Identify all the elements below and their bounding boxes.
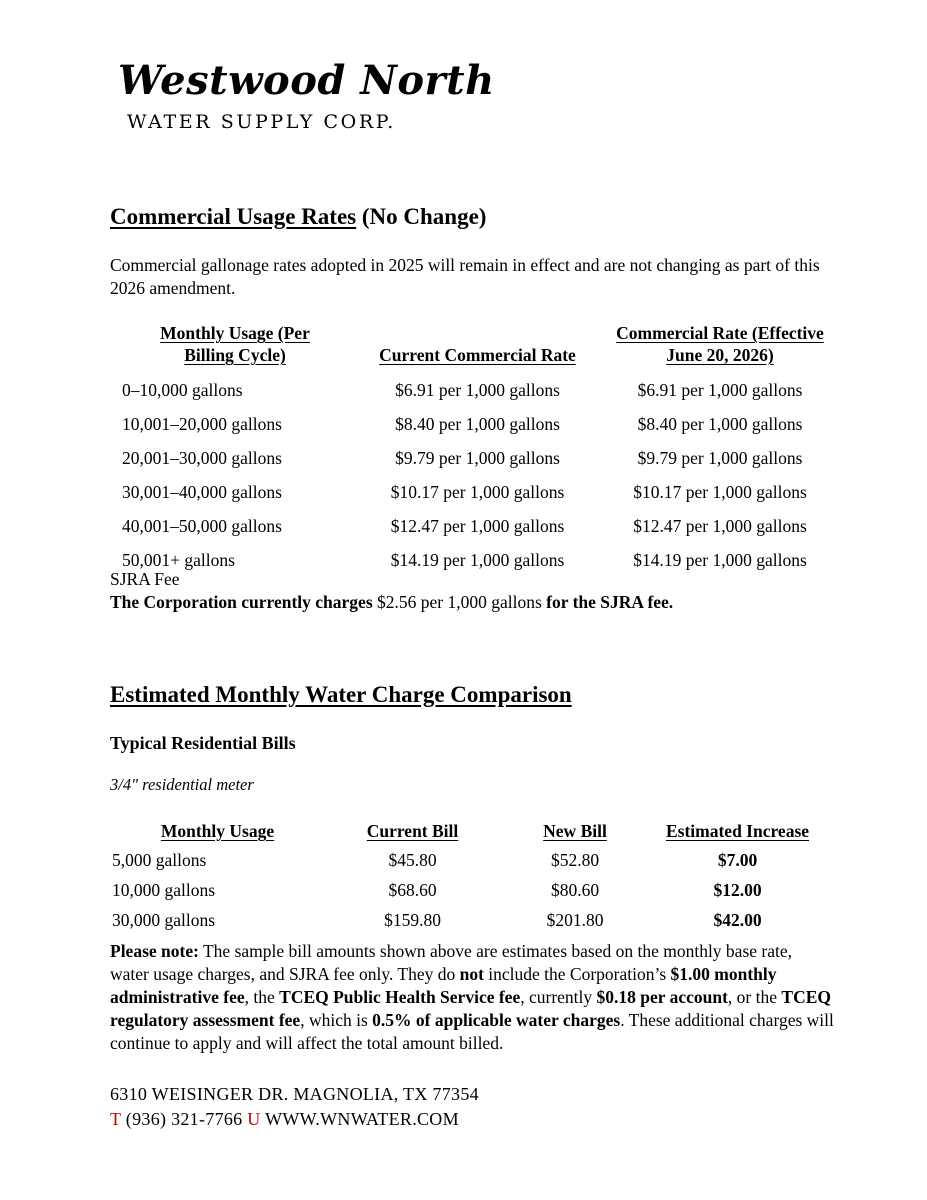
commercial-section-heading: [110, 203, 825, 231]
cell-current-rate: $12.47 per 1,000 gallons: [390, 516, 565, 536]
cell-new-bill: $201.80: [546, 910, 604, 930]
sjra-fee-block: [110, 568, 825, 614]
cell-current-rate: $9.79 per 1,000 gallons: [395, 448, 560, 468]
cell-new-bill: $52.80: [550, 850, 600, 870]
cell-new-rate: $8.40 per 1,000 gallons: [637, 414, 803, 434]
column-header-text: Monthly Usage: [160, 821, 275, 841]
column-header-line2: June 20, 2026): [666, 345, 774, 365]
commercial-intro-paragraph: [110, 254, 825, 300]
cell-usage: 40,001–50,000 gallons: [122, 516, 282, 536]
commercial-usage-section: [110, 203, 825, 231]
footer-address: 6310 WEISINGER DR. MAGNOLIA, TX 77354: [110, 1084, 479, 1104]
cell-current-rate: $6.91 per 1,000 gallons: [395, 380, 560, 400]
comparison-heading-text: Estimated Monthly Water Charge Comparison: [110, 682, 572, 707]
note-bold-percent-charges: 0.5% of applicable water charges: [372, 1010, 621, 1030]
column-header-current-bill: [325, 820, 500, 845]
letterhead: [118, 58, 618, 134]
column-header-line2: Billing Cycle): [184, 345, 286, 365]
cell-current-rate: $14.19 per 1,000 gallons: [390, 550, 565, 570]
column-header-monthly-usage: [120, 322, 350, 373]
note-bold-tceq-health-fee: TCEQ Public Health Service fee: [279, 987, 521, 1007]
bill-comparison-table: [110, 820, 825, 935]
column-header-line1: Current Commercial Rate: [379, 345, 576, 365]
column-header-new-bill: [500, 820, 650, 845]
comparison-section-heading-wrap: [110, 681, 825, 709]
column-header-text: Current Bill: [366, 821, 459, 841]
note-text-k: , which is: [300, 1010, 373, 1030]
note-bold-not: not: [459, 964, 484, 984]
website-text[interactable]: WWW.WNWATER.COM: [265, 1109, 459, 1129]
commercial-intro-text: Commercial gallonage rates adopted in 2025 will remain in effect and are not changing as part of this 2026 amendment.: [110, 255, 820, 298]
cell-new-rate: $12.47 per 1,000 gallons: [633, 516, 807, 536]
cell-current-rate: $8.40 per 1,000 gallons: [395, 414, 560, 434]
company-name: Westwood North: [118, 57, 495, 104]
cell-new-rate: $9.79 per 1,000 gallons: [637, 448, 803, 468]
cell-new-rate: $14.19 per 1,000 gallons: [633, 550, 807, 570]
column-header-current-commercial-rate: [350, 322, 605, 373]
typical-bills-subheading-wrap: [110, 731, 825, 755]
column-header-text: Estimated Increase: [665, 821, 810, 841]
column-header-text: New Bill: [543, 821, 607, 841]
cell-estimated-increase: $7.00: [717, 850, 758, 870]
note-text-m: . These additional charges will continue to apply and will affect the total amount billed.: [110, 1010, 834, 1053]
please-note-label: Please note:: [110, 941, 199, 961]
note-text-a: The sample bill amounts shown above are estimates based on the monthly base rate, water usage charges, and SJRA fee only. They do: [110, 941, 793, 984]
table-row: [120, 509, 835, 543]
cell-new-rate: $10.17 per 1,000 gallons: [633, 482, 807, 502]
cell-usage: 5,000 gallons: [112, 850, 207, 870]
column-header-line1: Commercial Rate (Effective: [616, 323, 824, 343]
sjra-bold-tail: for the SJRA fee.: [546, 592, 674, 612]
cell-current-bill: $159.80: [384, 910, 441, 930]
meter-note-wrap: [110, 774, 825, 796]
cell-usage: 10,000 gallons: [112, 880, 216, 900]
sjra-bold-lead: The Corporation currently charges: [110, 592, 373, 612]
sjra-fee-label: SJRA Fee: [110, 569, 180, 589]
cell-current-bill: $45.80: [388, 850, 437, 870]
footer-contact: [110, 1107, 825, 1132]
footer-phone-number: [121, 1109, 247, 1129]
column-header-line1: Monthly Usage (Per: [160, 323, 310, 343]
note-text-c: include the Corporation’s: [483, 964, 671, 984]
note-text-e: , the: [244, 987, 280, 1007]
sjra-amount: $2.56 per 1,000 gallons: [372, 592, 547, 612]
company-subtitle: WATER SUPPLY CORP.: [127, 111, 396, 133]
phone-marker-icon: T: [110, 1109, 121, 1129]
footer: [110, 1082, 825, 1132]
comparison-table-wrap: [110, 820, 825, 935]
commercial-heading-plain: (No Change): [356, 204, 487, 229]
cell-usage: 10,001–20,000 gallons: [122, 414, 282, 434]
meter-size-note: 3/4" residential meter: [110, 775, 254, 794]
table-row: [110, 875, 825, 905]
note-text-i: , or the: [727, 987, 782, 1007]
cell-current-bill: $68.60: [388, 880, 437, 900]
note-bold-per-account: $0.18 per account: [596, 987, 728, 1007]
comparison-section-heading: [110, 681, 825, 709]
table-row: [120, 441, 835, 475]
table-row: [110, 905, 825, 935]
bill-comparison-table-body: [110, 845, 825, 935]
commercial-rate-table-body: [120, 373, 835, 577]
cell-usage: 50,001+ gallons: [122, 550, 235, 570]
note-bold-tceq-regulatory-fee: TCEQ regulatory assessment fee: [110, 987, 831, 1030]
cell-estimated-increase: $12.00: [713, 880, 762, 900]
cell-estimated-increase: $42.00: [713, 910, 762, 930]
column-header-monthly-usage: [110, 820, 325, 845]
commercial-rate-table-wrap: [120, 322, 835, 577]
commercial-rate-table: [120, 322, 835, 577]
typical-residential-bills-subheading: Typical Residential Bills: [110, 733, 296, 753]
note-bold-admin-fee: $1.00 monthly administrative fee: [110, 964, 777, 1007]
column-header-new-commercial-rate: [605, 322, 835, 373]
table-row: [120, 475, 835, 509]
cell-usage: 30,000 gallons: [112, 910, 216, 930]
table-row: [120, 407, 835, 441]
sjra-fee-statement: [110, 591, 825, 614]
cell-current-rate: $10.17 per 1,000 gallons: [390, 482, 565, 502]
footer-website: [261, 1109, 459, 1129]
note-text-g: , currently: [520, 987, 597, 1007]
table-header-row: [110, 820, 825, 845]
cell-usage: 30,001–40,000 gallons: [122, 482, 282, 502]
table-header-row: [120, 322, 835, 373]
commercial-heading-underlined: Commercial Usage Rates: [110, 204, 357, 229]
table-row: [110, 845, 825, 875]
cell-usage: 0–10,000 gallons: [122, 380, 243, 400]
please-note-paragraph: [110, 940, 835, 1055]
table-row: [120, 373, 835, 407]
column-header-estimated-increase: [650, 820, 825, 845]
phone-text[interactable]: (936) 321-7766: [125, 1109, 243, 1129]
cell-new-rate: $6.91 per 1,000 gallons: [637, 380, 803, 400]
cell-new-bill: $80.60: [550, 880, 600, 900]
cell-usage: 20,001–30,000 gallons: [122, 448, 282, 468]
please-note-block: [110, 940, 835, 1055]
url-marker-icon: U: [247, 1109, 261, 1129]
